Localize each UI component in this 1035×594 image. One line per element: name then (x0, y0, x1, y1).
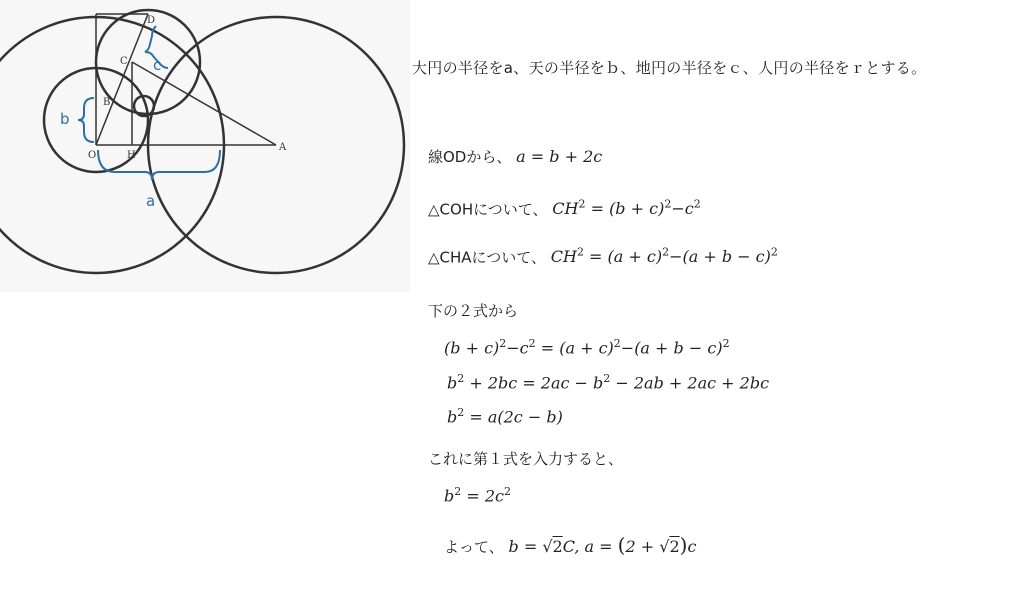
label-a-radius: a (146, 192, 156, 210)
label-h: H (127, 150, 136, 161)
coh-equation: $CH^2 = (b + c)^2-c^2$ (552, 198, 701, 219)
label-c-point: C (120, 56, 128, 67)
label-b-point: B (103, 97, 111, 108)
two-equations-intro: 下の２式から (428, 302, 519, 320)
brace-a (98, 150, 220, 180)
line-cha-equation (428, 246, 778, 267)
label-o: O (88, 150, 97, 161)
cha-equation: $CH^2 = (a + c)^2-(a + b - c)^2$ (550, 246, 778, 267)
coh-prefix: △COHについて、 (428, 200, 548, 219)
step-2-equation: $b^2 + 2bc = 2ac - b^2 - 2ab + 2ac + 2bc$ (447, 372, 770, 393)
therefore-text: よって、 (444, 538, 504, 556)
line-od-equation (428, 146, 602, 167)
step-3-equation: $b^2 = a(2c - b)$ (447, 406, 563, 427)
brace-b (78, 98, 94, 142)
label-c-radius: c (153, 56, 162, 74)
od-equation: a = b + 2c (516, 147, 603, 166)
line-coh-equation (428, 198, 701, 219)
geometry-figure (0, 0, 410, 292)
label-d-point: D (147, 15, 156, 26)
final-equation: b = √2C, a = (2 + √2)c (508, 533, 697, 557)
result-equation: $b^2 = 2c^2$ (444, 485, 511, 506)
intro-paragraph: 大円の半径をa、天の半径をｂ、地円の半径をｃ、人円の半径をｒとする。 (412, 59, 927, 77)
cha-prefix: △CHAについて、 (428, 248, 546, 267)
step-1-equation: $(b + c)^2-c^2 = (a + c)^2-(a + b - c)^2$ (444, 337, 730, 358)
label-b-radius: b (60, 110, 70, 128)
label-a-point: A (279, 142, 287, 153)
od-prefix: 線ODから、 (428, 148, 512, 166)
geometry-diagram (0, 0, 410, 292)
final-line (444, 533, 696, 557)
substitute-text: これに第１式を入力すると、 (428, 450, 624, 468)
